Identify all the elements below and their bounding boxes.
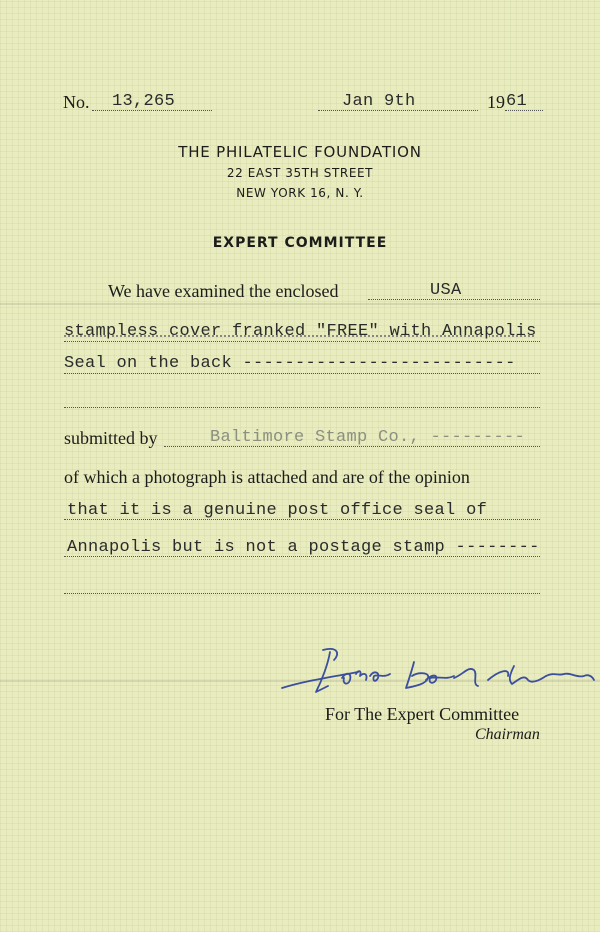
certificate-date: Jan 9th [342,92,416,111]
fold-line [0,303,600,305]
item-description-line-1: stampless cover franked "FREE" with Annapolis [64,322,537,341]
foundation-city: NEW YORK 16, N. Y. [236,186,364,200]
foundation-street: 22 EAST 35TH STREET [226,166,374,180]
year-suffix: 61 [506,92,528,111]
submitted-by-value: Baltimore Stamp Co., --------- [210,428,526,447]
opinion-dotted-line-3 [64,593,540,594]
intro-text: We have examined the enclosed [108,281,339,301]
foundation-name: THE PHILATELIC FOUNDATION [178,143,422,161]
item-dotted-line-2 [64,341,540,342]
for-expert-committee: For The Expert Committee [325,704,520,724]
chairman-signature [278,640,598,702]
submitted-label: submitted by [64,428,158,448]
chairman-title: Chairman [475,726,540,743]
year-prefix: 19 [487,92,505,112]
number-label: No. [63,92,90,112]
item-description-line-2: Seal on the back -------------------------- [64,354,516,373]
committee-heading: EXPERT COMMITTEE [212,235,388,251]
item-dotted-line-4 [64,407,540,408]
opinion-dotted-line-1 [64,519,540,520]
photograph-text: of which a photograph is attached and are of the opinion [64,467,470,487]
opinion-line-1: that it is a genuine post office seal of [67,501,488,520]
item-dotted-line-3 [64,373,540,374]
certificate-number: 13,265 [112,92,176,111]
opinion-line-2: Annapolis but is not a postage stamp -------- [67,538,540,557]
opinion-dotted-line-2 [64,556,540,557]
item-country: USA [430,281,462,300]
